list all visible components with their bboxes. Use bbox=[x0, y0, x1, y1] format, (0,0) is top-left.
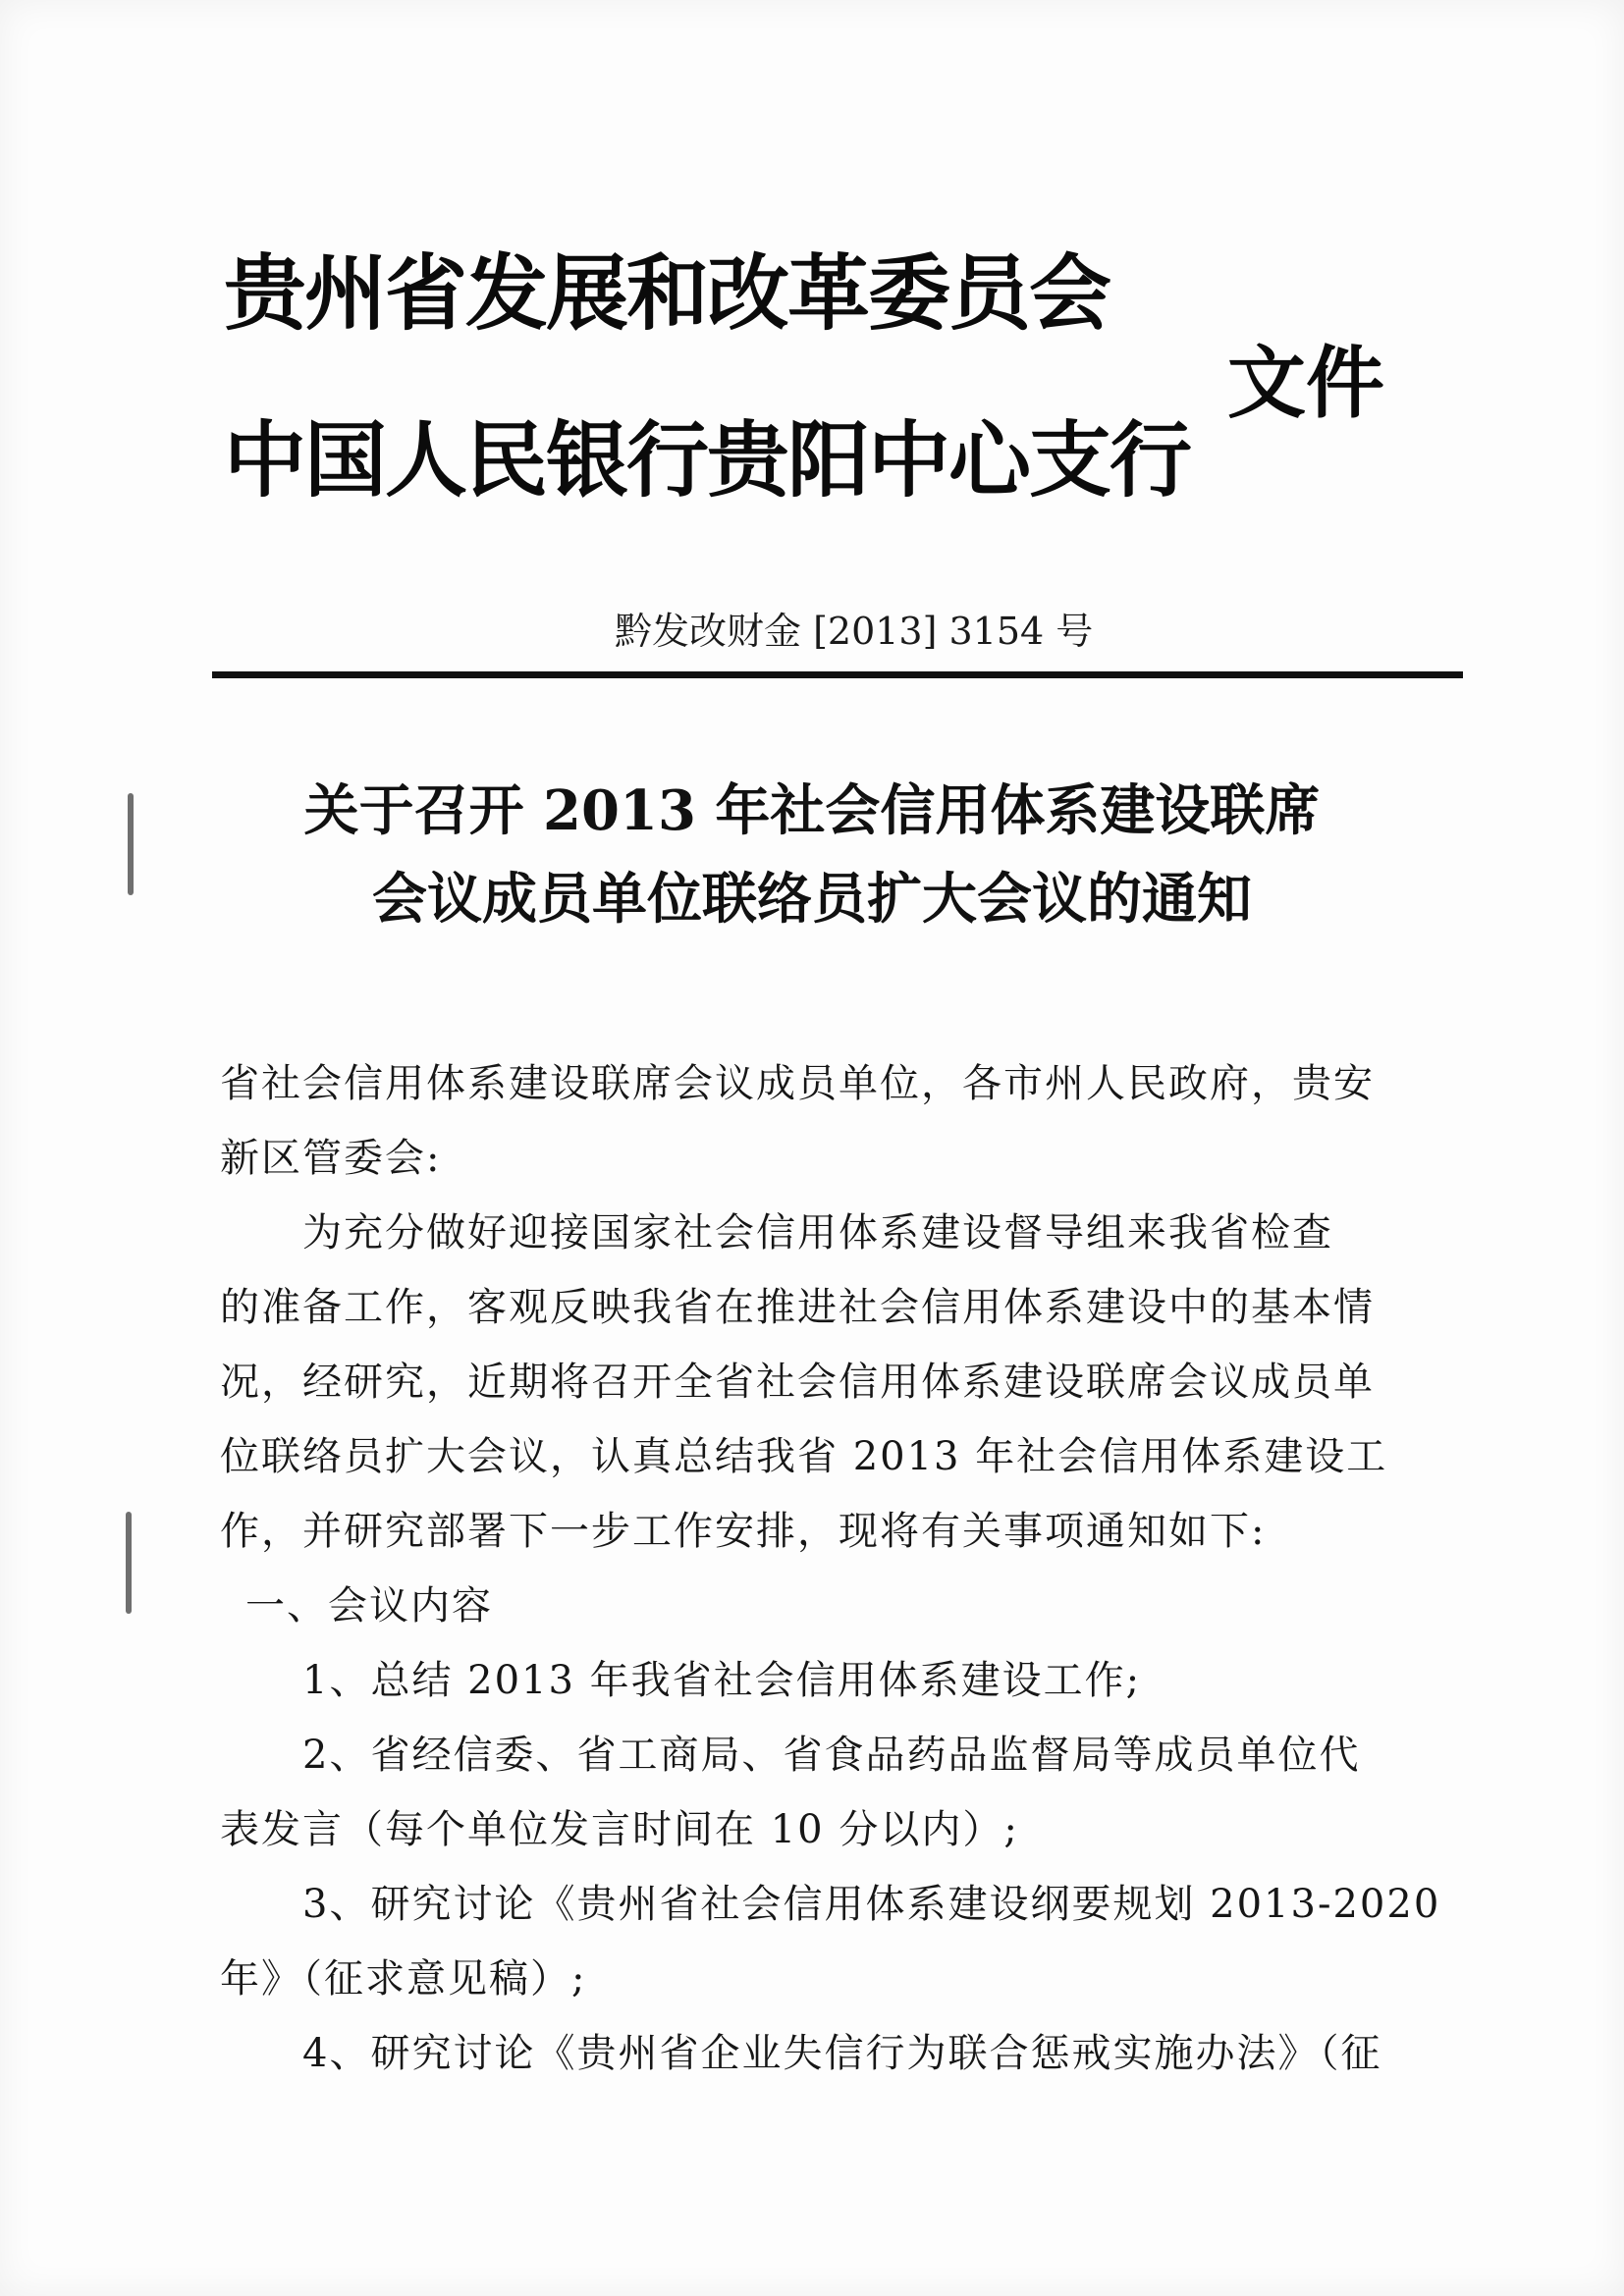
section-heading-meeting-content: 一、会议内容 bbox=[245, 1583, 493, 1629]
agenda-item-4: 4、研究讨论《贵州省企业失信行为联合惩戒实施办法》（征 bbox=[302, 2031, 1382, 2076]
binding-staple bbox=[128, 793, 134, 895]
body-line-paragraph: 为充分做好迎接国家社会信用体系建设督导组来我省检查 bbox=[302, 1210, 1333, 1255]
body-line-addressee-2: 新区管委会: bbox=[220, 1136, 442, 1181]
issuer-name-ndrc: 贵州省发展和改革委员会 bbox=[224, 245, 1110, 342]
body-line-paragraph: 位联络员扩大会议，认真总结我省 2013 年社会信用体系建设工 bbox=[220, 1434, 1388, 1479]
notice-title-line-2: 会议成员单位联络员扩大会议的通知 bbox=[372, 867, 1252, 932]
binding-staple bbox=[126, 1512, 132, 1614]
issuer-name-pboc: 中国人民银行贵阳中心支行 bbox=[224, 412, 1191, 508]
body-line-paragraph: 作，并研究部署下一步工作安排，现将有关事项通知如下: bbox=[220, 1509, 1267, 1554]
agenda-item-3-cont: 年》（征求意见稿）; bbox=[220, 1956, 587, 2002]
body-line-addressee-1: 省社会信用体系建设联席会议成员单位，各市州人民政府，贵安 bbox=[220, 1061, 1375, 1106]
agenda-item-2: 2、省经信委、省工商局、省食品药品监督局等成员单位代 bbox=[302, 1733, 1361, 1778]
notice-title-line-1: 关于召开 2013 年社会信用体系建设联席 bbox=[303, 778, 1321, 843]
document-type-label: 文件 bbox=[1227, 338, 1384, 429]
agenda-item-3: 3、研究讨论《贵州省社会信用体系建设纲要规划 2013-2020 bbox=[302, 1882, 1441, 1927]
header-divider bbox=[212, 671, 1463, 678]
document-number: 黔发改财金 [2013] 3154 号 bbox=[615, 610, 1094, 653]
body-line-paragraph: 况，经研究，近期将召开全省社会信用体系建设联席会议成员单 bbox=[220, 1360, 1375, 1405]
agenda-item-2-cont: 表发言（每个单位发言时间在 10 分以内）; bbox=[220, 1807, 1019, 1852]
body-line-paragraph: 的准备工作，客观反映我省在推进社会信用体系建设中的基本情 bbox=[220, 1285, 1375, 1330]
agenda-item-1: 1、总结 2013 年我省社会信用体系建设工作; bbox=[302, 1658, 1142, 1703]
